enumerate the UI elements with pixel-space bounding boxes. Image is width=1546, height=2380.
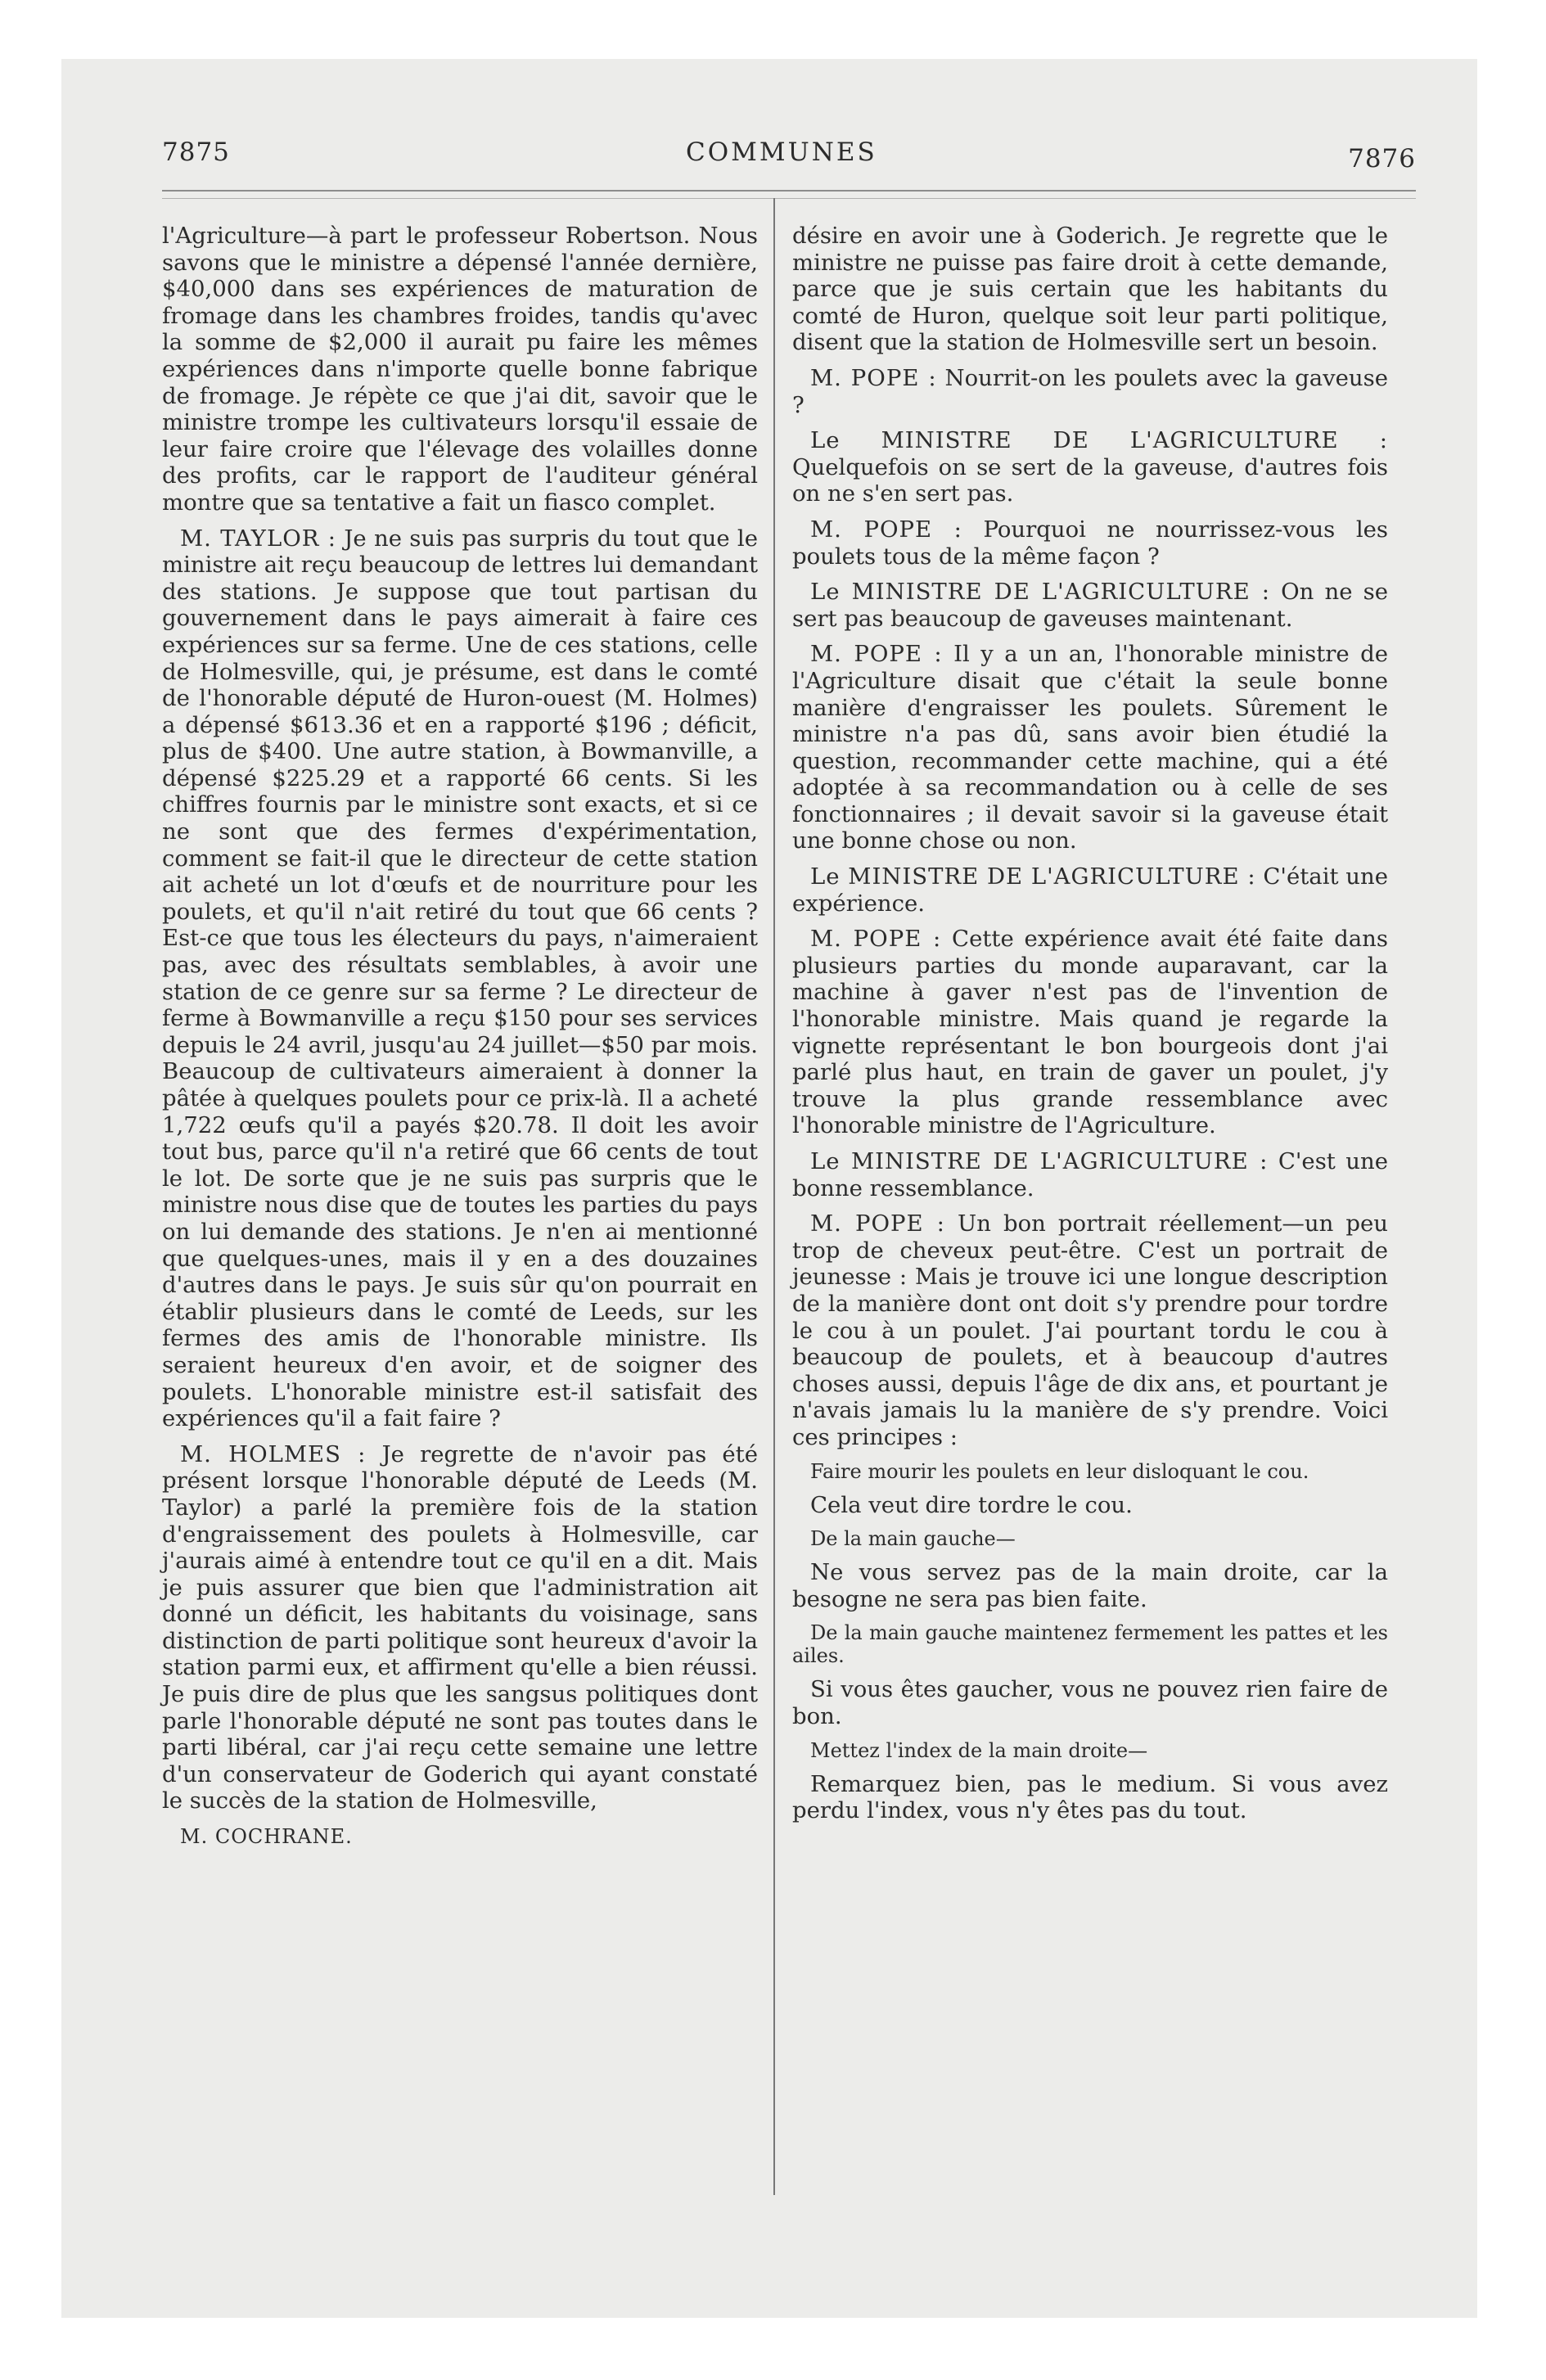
speech-paragraph (162, 1441, 758, 1814)
speech-text: Nourrit-on les poulets avec la gaveuse ? (792, 364, 1388, 418)
commentary-paragraph: Si vous êtes gaucher, vous ne pouvez rien faire de bon. (792, 1676, 1388, 1729)
speech-text: Je ne suis pas surpris du tout que le ministre ait reçu beaucoup de lettres lui demandant des stations. Je suppose que tout partisan du gouvernement dans le pays aimerait à faire ces expériences sur sa ferme. Une de ces stations, celle de Holmesville, qui, je présume, est dans le comté de l'honorable député de Huron-ouest (M. Holmes) a dépensé $613.36 et en a rapporté $196 ; déficit, plus de $400. Une autre station, à Bowmanville, a dépensé $225.29 et a rapporté 66 cents. Si les chiffres fournis par le ministre sont exacts, et si ce ne sont que des fermes d'expérimentation, comment se fait-il que le directeur de cette station ait acheté un lot d'œufs et de nourriture pour les poulets, et qu'il n'ait retiré du tout que 66 cents ? Est-ce que tous les électeurs du pays, n'aimeraient pas, avec des résultats semblables, à avoir une station de ce genre sur sa ferme ? Le directeur de ferme à Bowmanville a reçu $150 pour ses services depuis le 24 avril, jusqu'au 24 juillet—$50 par mois. Beaucoup de cultivateurs aimeraient à donner la pâtée à quelques poulets pour ce prix-là. Il a acheté 1,722 œufs qu'il a payés $20.78. Il doit les avoir tout bus, parce qu'il n'a retiré que 66 cents de tout le lot. De sorte que je ne suis pas surpris que le ministre nous dise que de toutes les parties du pays on lui demande des stations. Je n'en ai mentionné que quelques-unes, mais il y en a des douzaines d'autres dans le pays. Je suis sûr qu'on pourrait en établir plusieurs dans le comté de Leeds, sur les fermes des amis de l'honorable ministre. Ils seraient heureux d'en avoir, et de soigner des poulets. L'honorable ministre est-il satisfait des expériences qu'il a fait faire ? (162, 525, 758, 1432)
speech-paragraph (792, 1148, 1388, 1201)
left-column (162, 223, 758, 1859)
paragraph: désire en avoir une à Goderich. Je regrette que le ministre ne puisse pas faire droit à cette demande, parce que je suis certain que les habitants du comté de Huron, quelque soit leur parti politique, disent que la station de Holmesville sert un besoin. (792, 223, 1388, 356)
paragraph: l'Agriculture—à part le professeur Robertson. Nous savons que le ministre a dépensé l'année dernière, $40,000 dans ses expériences de maturation de fromage dans les chambres froides, tandis qu'avec la somme de $2,000 il aurait pu faire les mêmes expériences dans n'importe quelle bonne fabrique de fromage. Je répète ce que j'ai dit, savoir que le ministre trompe les cultivateurs lorsqu'il essaie de leur faire croire que l'élevage des volailles donne des profits, car le rapport de l'auditeur général montre que sa tentative a fait un fiasco complet. (162, 223, 758, 516)
header-rule (162, 190, 1416, 192)
right-column (792, 223, 1388, 1833)
speaker-name: M. POPE : (810, 516, 962, 543)
speech-paragraph (792, 579, 1388, 632)
speaker-name: M. HOLMES : (180, 1440, 367, 1467)
speech-text: Un bon portrait réellement—un peu trop de cheveux peut-être. C'est un portrait de jeunesse : Mais je trouve ici une longue description de la manière dont ont doit s'y prendre pour tordre le cou à un poulet. J'ai pourtant tordu le cou à beaucoup de poulets, et à beaucoup d'autres choses aussi, depuis l'âge de dix ans, et pourtant je n'avais jamais lu la manière de s'y prendre. Voici ces principes : (792, 1210, 1388, 1450)
header-rule-secondary (162, 198, 1416, 200)
speech-paragraph (792, 1210, 1388, 1450)
page-number-left: 7875 (162, 137, 230, 167)
speaker-name: Le MINISTRE DE L'AGRICULTURE : (810, 1148, 1269, 1174)
quoted-instruction: Faire mourir les poulets en leur disloquant le cou. (810, 1459, 1309, 1483)
speaker-name: Le MINISTRE DE L'AGRICULTURE : (810, 579, 1271, 606)
speech-text: Cette expérience avait été faite dans plusieurs parties du monde auparavant, car la machine à gaver n'est pas de l'invention de l'honorable ministre. Mais quand je regarde la vignette représentant le bon bourgeois dont j'ai parlé plus haut, en train de gaver un poulet, j'y trouve la plus grande ressemblance avec l'honorable ministre de l'Agriculture. (792, 926, 1388, 1139)
commentary-paragraph: Cela veut dire tordre le cou. (810, 1491, 1133, 1518)
speaker-name: M. POPE : (810, 926, 942, 953)
speech-paragraph (162, 525, 758, 1432)
commentary-paragraph: Remarquez bien, pas le medium. Si vous avez perdu l'index, vous n'y êtes pas du tout. (792, 1770, 1388, 1824)
quoted-instruction: De la main gauche maintenez fermement les pattes et les ailes. (792, 1621, 1388, 1668)
quoted-instruction: De la main gauche— (810, 1527, 1016, 1551)
speech-text: Pourquoi ne nourrissez-vous les poulets tous de la même façon ? (792, 516, 1388, 570)
speaker-name: M. TAYLOR : (180, 525, 337, 552)
speech-text: C'était une expérience. (792, 863, 1388, 917)
page-header (162, 137, 1416, 178)
commentary-paragraph: Ne vous servez pas de la main droite, car la besogne ne sera pas bien faite. (792, 1559, 1388, 1612)
speech-paragraph (792, 427, 1388, 507)
quoted-instruction: Mettez l'index de la main droite— (810, 1738, 1148, 1762)
page-number-right: 7876 (1348, 144, 1416, 174)
speech-paragraph (792, 926, 1388, 1139)
column-divider (773, 198, 775, 2195)
speech-text: C'est une bonne ressemblance. (792, 1148, 1388, 1201)
hansard-page (162, 123, 1416, 2267)
speech-text: Je regrette de n'avoir pas été présent lorsque l'honorable député de Leeds (M. Taylor) a parlé la première fois de la station d'engraissement des poulets à Holmesville, car j'aurais aimé à entendre tout ce qu'il en a dit. Mais je puis assurer que bien que l'administration ait donné un déficit, les habitants du voisinage, sans distinction de parti politique sont heureux d'avoir la station parmi eux, et affirment qu'elle a bien réussi. Je puis dire de plus que les sangsus politiques dont parle l'honorable député ne sont pas toutes dans le parti libéral, car j'ai reçu cette semaine une lettre d'un conservateur de Goderich qui ayant constaté le succès de la station de Holmesville, (162, 1440, 758, 1814)
speaker-name: M. POPE : (810, 364, 937, 391)
speech-text: Quelquefois on se sert de la gaveuse, d'autres fois on ne s'en sert pas. (792, 453, 1388, 507)
speaker-name: Le MINISTRE DE L'AGRICULTURE : (810, 863, 1256, 890)
speech-text: On ne se sert pas beaucoup de gaveuses maintenant. (792, 579, 1388, 632)
speaker-name: M. POPE : (810, 641, 943, 668)
speech-paragraph (792, 863, 1388, 917)
speaker-name: M. POPE : (810, 1210, 945, 1237)
next-speaker: M. COCHRANE. (180, 1825, 353, 1849)
speech-text: Il y a un an, l'honorable ministre de l'Agriculture disait que c'était la seule bonne manière d'engraisser les poulets. Sûrement le ministre n'a pas dû, sans avoir bien étudié la question, recommander cette machine, qui a été adoptée à sa recommandation ou à celle de ses fonctionnaires ; il devait savoir si la gaveuse était une bonne chose ou non. (792, 641, 1388, 854)
speech-paragraph (792, 365, 1388, 418)
speaker-name: Le MINISTRE DE L'AGRICULTURE : (810, 427, 1388, 454)
speech-paragraph (792, 641, 1388, 854)
running-title: COMMUNES (686, 137, 877, 167)
speech-paragraph (792, 516, 1388, 570)
